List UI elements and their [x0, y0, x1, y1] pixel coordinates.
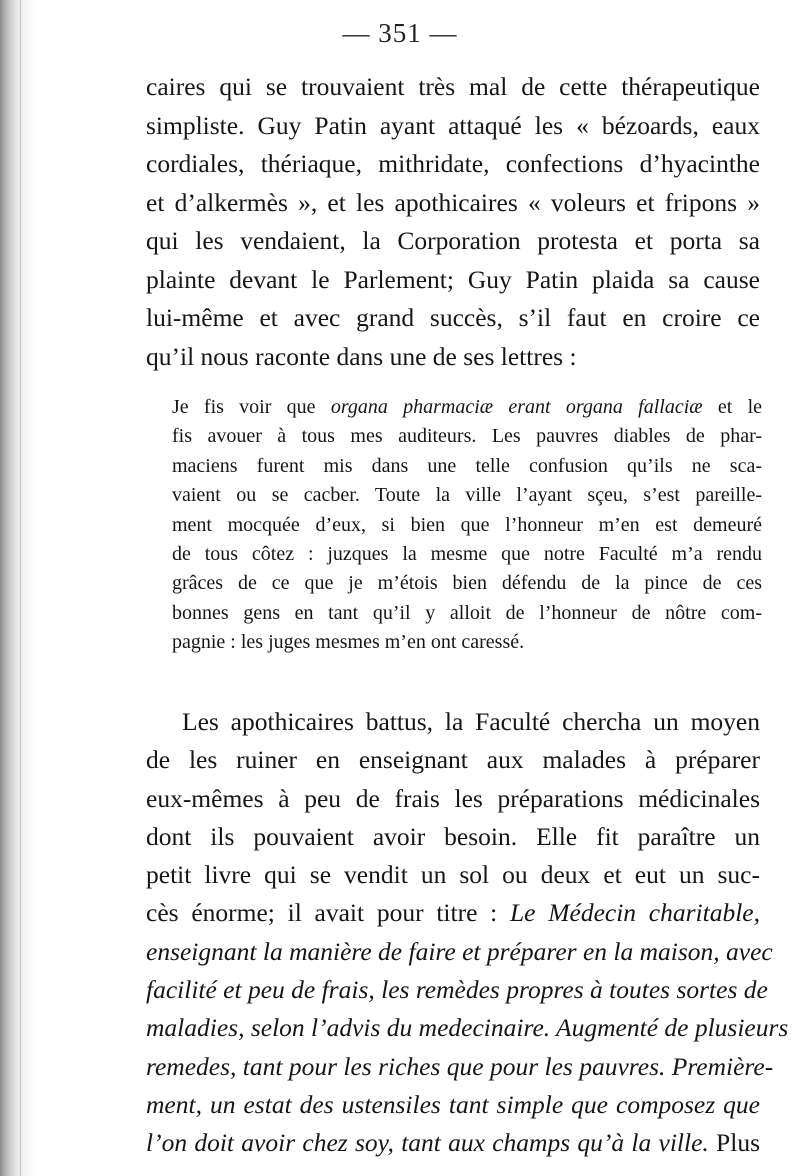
quote-line: maciens furent mis dans une telle confusion qu’ils ne sca- — [172, 454, 762, 477]
book-title-line: enseignant la manière de faire et préparer en la maison, avec — [146, 936, 773, 966]
block-quote — [172, 393, 762, 658]
quote-line — [172, 393, 762, 422]
book-title: Le Médecin charitable, — [510, 898, 760, 928]
paragraph-2 — [146, 703, 789, 1163]
text-line: Les apothicaires battus, la Faculté chercha un moyen — [182, 707, 760, 736]
text-line: simpliste. Guy Patin ayant attaqué les « bézoards, eaux — [146, 110, 760, 140]
text-line: lui-même et avec grand succès, s’il faut en croire ce — [146, 303, 760, 332]
text-line: caires qui se trouvaient très mal de cette thérapeutique — [146, 72, 760, 101]
quote-line: de tous côtez : juzques la mesme que notre Faculté m’a rendu — [172, 542, 762, 565]
text-segment: Plus — [708, 1128, 760, 1158]
page-number: — 351 — — [342, 18, 458, 48]
text-line — [146, 1124, 760, 1162]
paragraph-1 — [146, 68, 760, 376]
text-line: eux-mêmes à peu de frais les préparations médicinales — [146, 783, 760, 813]
book-title-line: facilité et peu de frais, les remèdes propres à toutes sortes de — [146, 975, 768, 1005]
book-title-line: remedes, tant pour les riches que pour les pauvres. Première- — [146, 1051, 774, 1081]
book-title-line: ment, un estat des ustensiles tant simple que composez que — [146, 1089, 760, 1119]
text-line: qui les vendaient, la Corporation protesta et porta sa — [146, 226, 760, 255]
text-line: qu’il nous raconte dans une de ses lettres : — [146, 341, 577, 371]
quote-text: Je fis voir que — [172, 396, 331, 418]
quote-text: et le — [702, 396, 762, 418]
quote-line: grâces de ce que je m’étois bien défendu de la pince de ces — [172, 572, 762, 595]
page-gutter-shadow — [0, 0, 38, 1176]
page-binding-line — [20, 0, 21, 1176]
text-line: dont ils pouvaient avoir besoin. Elle fit paraître un — [146, 821, 760, 851]
text-line: de les ruiner en enseignant aux malades à préparer — [146, 745, 760, 775]
book-title: l’on doit avoir chez soy, tant aux champs qu’à la ville. — [146, 1128, 709, 1158]
text-line: cordiales, thériaque, mithridate, confections d’hyacinthe — [146, 149, 760, 178]
quote-line: fis avouer à tous mes auditeurs. Les pauvres diables de phar- — [172, 425, 762, 448]
text-line: petit livre qui se vendit un sol ou deux et eut un suc- — [146, 860, 760, 890]
quote-line: vaient ou se cacber. Toute la ville l’ayant sçeu, s’est pareille- — [172, 484, 762, 507]
latin-phrase: organa pharmaciæ erant organa fallaciæ — [330, 396, 703, 418]
book-title-line: maladies, selon l’advis du medecinaire. Augmenté de plusieurs — [146, 1013, 789, 1043]
quote-line: pagnie : les juges mesmes m’en ont caressé. — [172, 631, 525, 654]
text-line: et d’alkermès », et les apothicaires « voleurs et fripons » — [146, 187, 760, 217]
text-line — [146, 894, 760, 932]
quote-line: ment mocquée d’eux, si bien que l’honneur m’en est demeuré — [172, 513, 762, 536]
text-line: plainte devant le Parlement; Guy Patin plaida sa cause — [146, 264, 760, 294]
text-segment: cès énorme; il avait pour titre : — [146, 898, 510, 928]
quote-line: bonnes gens en tant qu’il y alloit de l’honneur de nôtre com- — [172, 601, 762, 624]
